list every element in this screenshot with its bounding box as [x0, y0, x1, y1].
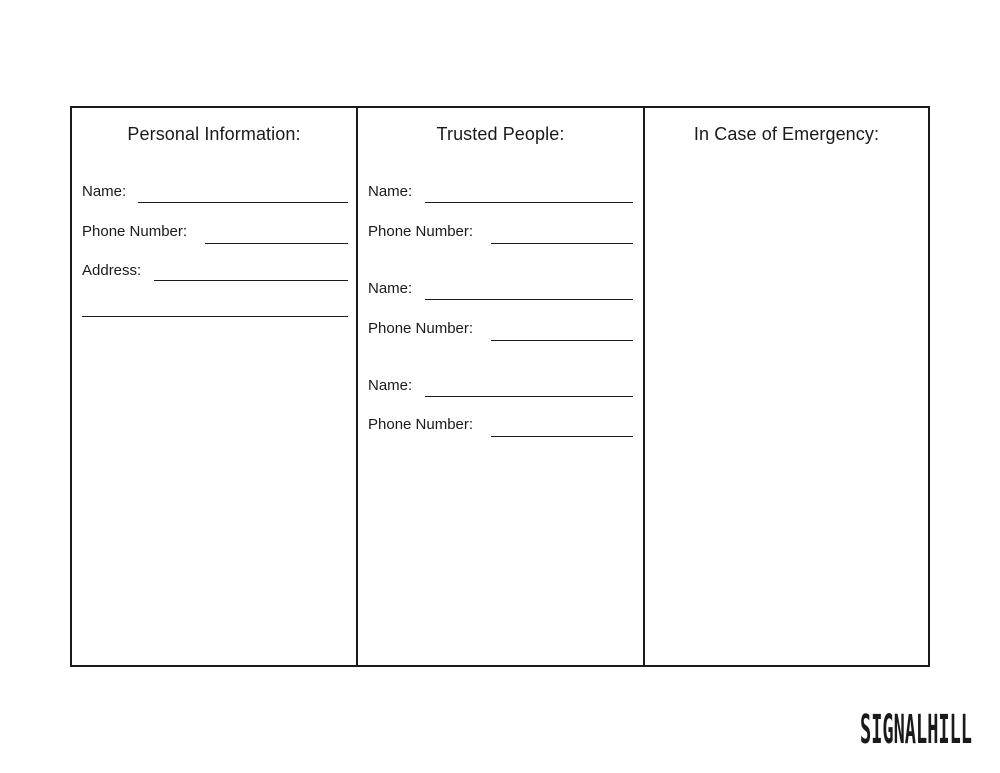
trusted-person-3-name-line[interactable] — [425, 396, 633, 397]
personal-name-field[interactable] — [82, 183, 348, 209]
personal-phone-line[interactable] — [205, 243, 348, 244]
trusted-person-1-phone-line[interactable] — [491, 243, 633, 244]
trusted-person-1-phone-field[interactable] — [368, 223, 633, 249]
signalhill-logo — [858, 705, 976, 749]
personal-address-label: Address: — [82, 262, 142, 279]
in-case-of-emergency-title: In Case of Emergency: — [693, 124, 880, 144]
trusted-person-2-phone-label: Phone Number: — [368, 320, 474, 337]
personal-phone-field[interactable] — [82, 223, 348, 249]
personal-name-label: Name: — [82, 183, 127, 200]
personal-phone-label: Phone Number: — [82, 223, 188, 240]
trusted-person-2-phone-line[interactable] — [491, 340, 633, 341]
trusted-person-3-phone-label: Phone Number: — [368, 416, 474, 433]
trusted-people-column — [358, 108, 645, 665]
trusted-person-1-name-line[interactable] — [425, 202, 633, 203]
personal-address-field[interactable] — [82, 262, 348, 288]
trusted-person-3-phone-line[interactable] — [491, 436, 633, 437]
trusted-person-3-name-label: Name: — [368, 377, 413, 394]
personal-name-line[interactable] — [138, 202, 348, 203]
trusted-people-title: Trusted People: — [436, 124, 565, 144]
trusted-person-1-name-label: Name: — [368, 183, 413, 200]
trusted-person-3-name-field[interactable] — [368, 377, 633, 403]
emergency-card — [70, 106, 930, 667]
trusted-person-2-name-field[interactable] — [368, 280, 633, 306]
svg-text:SIGNALHILL: SIGNALHILL — [860, 707, 972, 749]
trusted-person-3-phone-field[interactable] — [368, 416, 633, 442]
trusted-person-1-phone-label: Phone Number: — [368, 223, 474, 240]
trusted-person-2-name-line[interactable] — [425, 299, 633, 300]
trusted-person-2-phone-field[interactable] — [368, 320, 633, 346]
trusted-person-2-name-label: Name: — [368, 280, 413, 297]
personal-address-line-2[interactable] — [82, 316, 348, 317]
trusted-person-1-name-field[interactable] — [368, 183, 633, 209]
personal-address-line[interactable] — [154, 280, 348, 281]
personal-information-column — [72, 108, 358, 665]
in-case-of-emergency-column — [645, 108, 928, 665]
personal-information-title: Personal Information: — [127, 124, 301, 144]
